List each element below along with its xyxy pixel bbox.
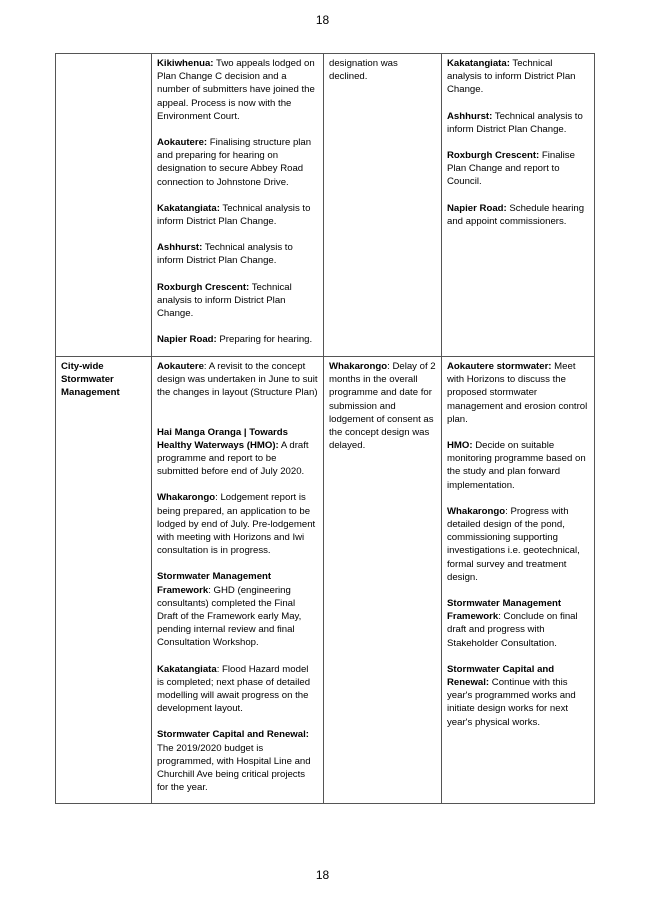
row1-variance-cell: designation was declined. [324,54,442,357]
row1-next-steps-cell [442,54,595,357]
list-item: Whakarongo: Delay of 2 months in the overall programme and date for submission and lodgement of consent as the concept design was delayed. [329,361,436,452]
list-item: Stormwater Capital and Renewal: Continue with this year's programmed works and initiate design works for next year's physical works. [447,663,576,728]
list-item: Kakatangiata: Technical analysis to inform District Plan Change. [447,58,576,96]
list-item: Kikiwhenua: Two appeals lodged on Plan Change C decision and a number of submitters have joined the appeal. Process is now with the Environment Court. [157,58,315,122]
list-item: Roxburgh Crescent: Technical analysis to inform District Plan Change. [157,281,292,320]
row2-category-cell: City-wide Stormwater Management [56,357,152,804]
list-item: Aokautere: A revisit to the concept design was undertaken in June to suit the changes in layout (Structure Plan) [157,361,318,399]
list-item: Ashhurst: Technical analysis to inform District Plan Change. [447,110,583,135]
row1-progress-cell [152,54,324,357]
list-item: Whakarongo: Progress with detailed design of the pond, commissioning supporting investigations i.e. geotechnical, formal survey and treatment design. [447,505,580,583]
list-item: Stormwater Capital and Renewal: The 2019/2020 budget is programmed, with Hospital Line and Churchill Ave being critical projects for the year. [157,729,311,794]
row2-variance-cell [324,357,442,804]
row2-progress-cell [152,357,324,804]
list-item: Ashhurst: Technical analysis to inform District Plan Change. [157,242,293,267]
table-row [56,54,595,357]
list-item: Napier Road: Preparing for hearing. [157,334,313,346]
page-number-bottom: 18 [315,868,330,882]
list-item: Roxburgh Crescent: Finalise Plan Change and report to Council. [447,150,575,188]
list-item: Stormwater Management Framework: Conclude on final draft and progress with Stakeholder Consultation. [447,598,578,649]
progress-table [55,53,595,804]
list-item: Kakatangiata: Flood Hazard model is completed; next phase of detailed modelling will await progress on the development layout. [157,663,311,715]
list-item: Kakatangiata: Technical analysis to inform District Plan Change. [157,202,311,228]
list-item: Whakarongo: Lodgement report is being prepared, an application to be lodged by end of July. Pre-lodgement with meeting with Horizons and Iwi consultation is in progress. [157,492,316,557]
list-item: Hai Manga Oranga | Towards Healthy Waterways (HMO): A draft programme and report to be submitted before end of July 2020. [157,426,309,478]
row2-next-steps-cell [442,357,595,804]
row1-category-cell [56,54,152,357]
list-item: Aokautere: Finalising structure plan and preparing for hearing on designation to secure Abbey Road connection to Johnstone Drive. [157,137,312,188]
list-item: Napier Road: Schedule hearing and appoint commissioners. [447,202,585,227]
table-row [56,357,595,804]
list-item: Stormwater Management Framework: GHD (engineering consultants) completed the Final Draft of the Framework early May, pending internal review and final Consultation Workshop. [157,571,302,649]
page-number-top: 18 [315,13,330,27]
list-item: HMO: Decide on suitable monitoring programme based on the study and plan forward implementation. [447,440,586,491]
list-item: Aokautere stormwater: Meet with Horizons to discuss the proposed stormwater management and erosion control plan. [447,361,588,425]
